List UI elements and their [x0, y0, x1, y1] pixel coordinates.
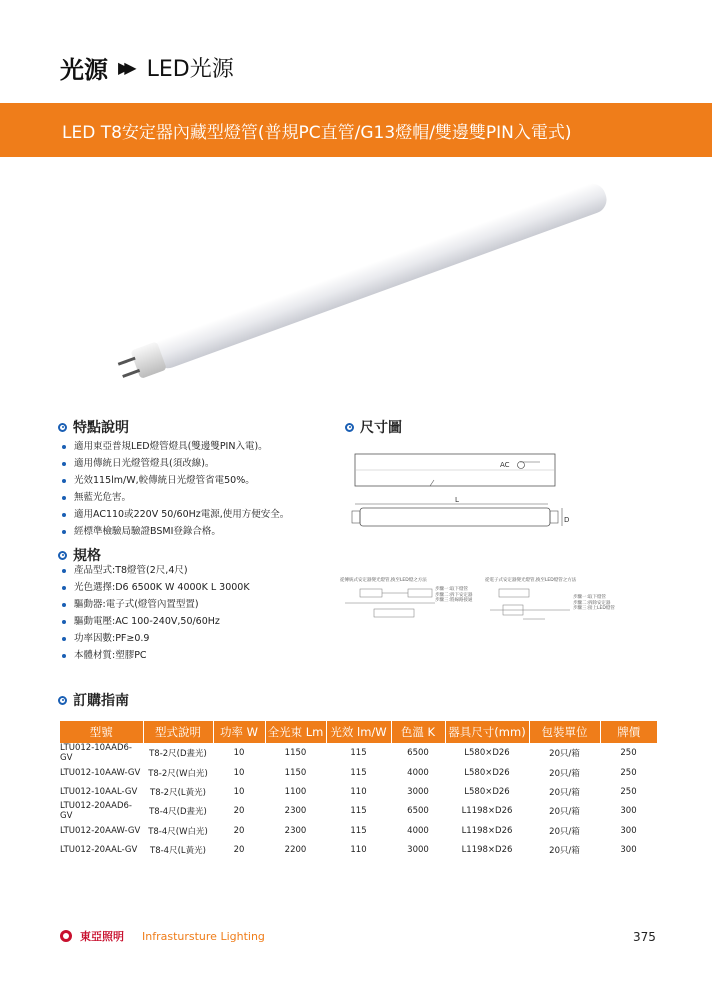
- list-item: [62, 506, 289, 523]
- table-cell: 20只/箱: [549, 768, 580, 779]
- table-cell: L580×D26: [464, 786, 510, 797]
- list-item: [62, 630, 250, 647]
- features-heading: [58, 417, 129, 437]
- page-header: [60, 50, 234, 85]
- product-title-banner: [0, 103, 712, 157]
- table-header-row: [60, 721, 657, 743]
- list-item-text: 光效115lm/W,較傳統日光燈管省電50%。: [74, 475, 255, 486]
- table-cell: 20: [233, 844, 245, 855]
- table-cell: 20只/箱: [549, 826, 580, 837]
- ac-symbol-icon: [518, 462, 525, 469]
- bullet-icon: [62, 620, 66, 624]
- column-header: 全光束 Lm: [265, 721, 326, 743]
- double-arrow-icon: ▶▶: [118, 58, 131, 77]
- table-cell: L1198×D26: [461, 844, 513, 855]
- list-item: [62, 472, 289, 489]
- table-cell: 20只/箱: [549, 807, 580, 817]
- section-bullet-icon: [58, 696, 67, 705]
- table-cell: 250: [620, 786, 637, 797]
- wiring-step: 步驟二:拆下安定器: [435, 592, 473, 598]
- bullet-icon: [62, 603, 66, 607]
- product-image: [80, 180, 640, 380]
- section-bullet-icon: [58, 551, 67, 560]
- table-cell: 300: [620, 806, 637, 816]
- dimension-heading-label: 尺寸圖: [360, 420, 402, 436]
- section-bullet-icon: [345, 423, 354, 432]
- table-cell: T8-2尺(D晝光): [149, 749, 207, 759]
- page-number: 375: [633, 930, 656, 944]
- table-cell: T8-4尺(D晝光): [149, 807, 207, 817]
- table-row: [60, 840, 657, 859]
- table-cell: 115: [350, 748, 367, 758]
- wiring-diagram-left: [340, 577, 475, 625]
- list-item: [62, 455, 289, 472]
- dimension-drawing: [340, 440, 600, 540]
- table-cell: 110: [350, 786, 367, 797]
- table-cell: 2300: [284, 825, 307, 836]
- table-cell: 10: [233, 748, 245, 758]
- table-cell: 20只/箱: [549, 787, 580, 798]
- bullet-icon: [62, 513, 66, 517]
- table-cell: LTU012-10AAL-GV: [60, 786, 138, 797]
- list-item-text: 功率因數:PF≥0.9: [74, 633, 150, 644]
- table-cell: 20: [233, 806, 245, 816]
- list-item-text: 經標準檢驗局驗證BSMI登錄合格。: [74, 526, 221, 537]
- table-cell: L580×D26: [464, 748, 510, 758]
- table-row: [60, 821, 657, 840]
- bullet-icon: [62, 586, 66, 590]
- table-cell: 10: [233, 767, 245, 778]
- list-item: [62, 562, 250, 579]
- bullet-icon: [62, 479, 66, 483]
- table-row: [60, 782, 657, 801]
- bullet-icon: [62, 637, 66, 641]
- list-item-text: 驅動電壓:AC 100-240V,50/60Hz: [74, 616, 220, 627]
- brand-logo-icon: [60, 930, 72, 942]
- column-header: 色溫 K: [391, 721, 445, 743]
- table-cell: 3000: [407, 786, 429, 797]
- list-item-text: 適用東亞普規LED燈管燈具(雙邊雙PIN入電)。: [74, 441, 268, 452]
- section-bullet-icon: [58, 423, 67, 432]
- column-header: 型號: [60, 721, 143, 743]
- table-cell: 1100: [284, 786, 307, 797]
- table-cell: 20: [233, 825, 245, 836]
- table-cell: L1198×D26: [461, 825, 513, 836]
- table-cell: 110: [350, 844, 367, 855]
- wiring-right-title: 從電子式安定器變光燈管,換至LED燈管之方法: [485, 578, 577, 583]
- table-cell: L580×D26: [464, 767, 510, 778]
- features-heading-label: 特點說明: [73, 420, 129, 436]
- table-cell: 4000: [407, 767, 429, 778]
- table-row: [60, 743, 657, 763]
- table-cell: 300: [620, 825, 637, 836]
- list-item: [62, 647, 250, 664]
- table-cell: 115: [350, 825, 367, 836]
- list-item: [62, 438, 289, 455]
- list-item-text: 無藍光危害。: [74, 492, 132, 503]
- table-cell: LTU012-20AAL-GV: [60, 844, 138, 855]
- list-item-text: 適用AC110或220V 50/60Hz電源,使用方便安全。: [74, 509, 290, 520]
- wiring-diagram-right: [485, 577, 620, 625]
- product-title: LED T8安定器內藏型燈管(普規PC直管/G13燈帽/雙邊雙PIN入電式): [62, 122, 572, 143]
- list-item: [62, 523, 289, 540]
- column-header: 包裝單位: [529, 721, 600, 743]
- wiring-left-title: 從傳統式安定器變光燈管,換至LED燈之方法: [340, 578, 427, 583]
- order-heading-label: 訂購指南: [73, 693, 129, 709]
- list-item: [62, 596, 250, 613]
- table-cell: 2300: [284, 806, 307, 816]
- order-heading: [58, 690, 129, 710]
- bullet-icon: [62, 445, 66, 449]
- column-header: 器具尺寸(mm): [445, 721, 529, 743]
- bullet-icon: [62, 530, 66, 534]
- brand-tagline: Infrastursture Lighting: [142, 929, 265, 943]
- table-cell: 20只/箱: [549, 845, 580, 856]
- table-cell: 1150: [284, 748, 307, 758]
- wiring-step: 步驟一:取下燈管: [573, 595, 607, 600]
- wiring-step: 步驟三:接上LED燈管: [573, 606, 615, 611]
- list-item-text: 適用傳統日光燈管燈具(須改線)。: [74, 458, 215, 469]
- list-item: [62, 489, 289, 506]
- table-cell: 6500: [407, 748, 429, 758]
- column-header: 光效 lm/W: [326, 721, 391, 743]
- table-cell: T8-4尺(L黃光): [150, 845, 206, 856]
- order-table: [60, 721, 657, 859]
- table-row: [60, 801, 657, 821]
- table-cell: LTU012-10AAW-GV: [60, 767, 141, 778]
- bullet-icon: [62, 462, 66, 466]
- table-cell: 250: [620, 767, 637, 778]
- wiring-step: 步驟一:取下燈管: [435, 587, 469, 592]
- list-item-text: 產品型式:T8燈管(2尺,4尺): [74, 565, 188, 576]
- table-cell: LTU012-10AAD6-GV: [60, 743, 132, 763]
- table-cell: LTU012-20AAW-GV: [60, 825, 141, 836]
- table-cell: 3000: [407, 844, 429, 855]
- bullet-icon: [62, 654, 66, 658]
- features-list: [62, 438, 289, 540]
- subcategory-title: LED光源: [146, 57, 234, 82]
- table-cell: T8-2尺(W白光): [148, 768, 208, 779]
- specs-heading-label: 規格: [73, 548, 101, 564]
- dimension-heading: [345, 417, 402, 437]
- diameter-label: D: [564, 516, 570, 524]
- table-cell: 10: [233, 786, 245, 797]
- column-header: 功率 W: [213, 721, 265, 743]
- table-cell: 6500: [407, 806, 429, 816]
- table-cell: 250: [620, 748, 637, 758]
- table-cell: 115: [350, 767, 367, 778]
- footer: [60, 928, 265, 944]
- length-label: L: [455, 496, 459, 504]
- ac-label: AC: [500, 461, 510, 469]
- table-cell: L1198×D26: [461, 806, 513, 816]
- table-cell: 115: [350, 806, 367, 816]
- table-cell: 20只/箱: [549, 749, 580, 759]
- bullet-icon: [62, 496, 66, 500]
- column-header: 型式說明: [143, 721, 213, 743]
- list-item: [62, 579, 250, 596]
- table-row: [60, 763, 657, 782]
- wiring-step: 步驟二:拆除安定器: [573, 600, 611, 606]
- column-header: 牌價: [600, 721, 657, 743]
- list-item-text: 光色選擇:D6 6500K W 4000K L 3000K: [74, 582, 250, 593]
- table-cell: 2200: [284, 844, 307, 855]
- table-cell: T8-2尺(L黃光): [150, 787, 206, 798]
- table-cell: 300: [620, 844, 637, 855]
- specs-list: [62, 562, 250, 664]
- bullet-icon: [62, 569, 66, 573]
- table-cell: T8-4尺(W白光): [148, 826, 208, 837]
- table-cell: 4000: [407, 825, 429, 836]
- category-title: 光源: [60, 56, 108, 84]
- list-item: [62, 613, 250, 630]
- list-item-text: 本體材質:塑膠PC: [74, 650, 147, 661]
- brand-name: 東亞照明: [80, 930, 124, 943]
- table-cell: LTU012-20AAD6-GV: [60, 801, 132, 821]
- list-item-text: 驅動器:電子式(燈管內置型置): [74, 599, 199, 610]
- table-cell: 1150: [284, 767, 307, 778]
- wiring-step: 步驟三:將線路接通: [435, 598, 473, 603]
